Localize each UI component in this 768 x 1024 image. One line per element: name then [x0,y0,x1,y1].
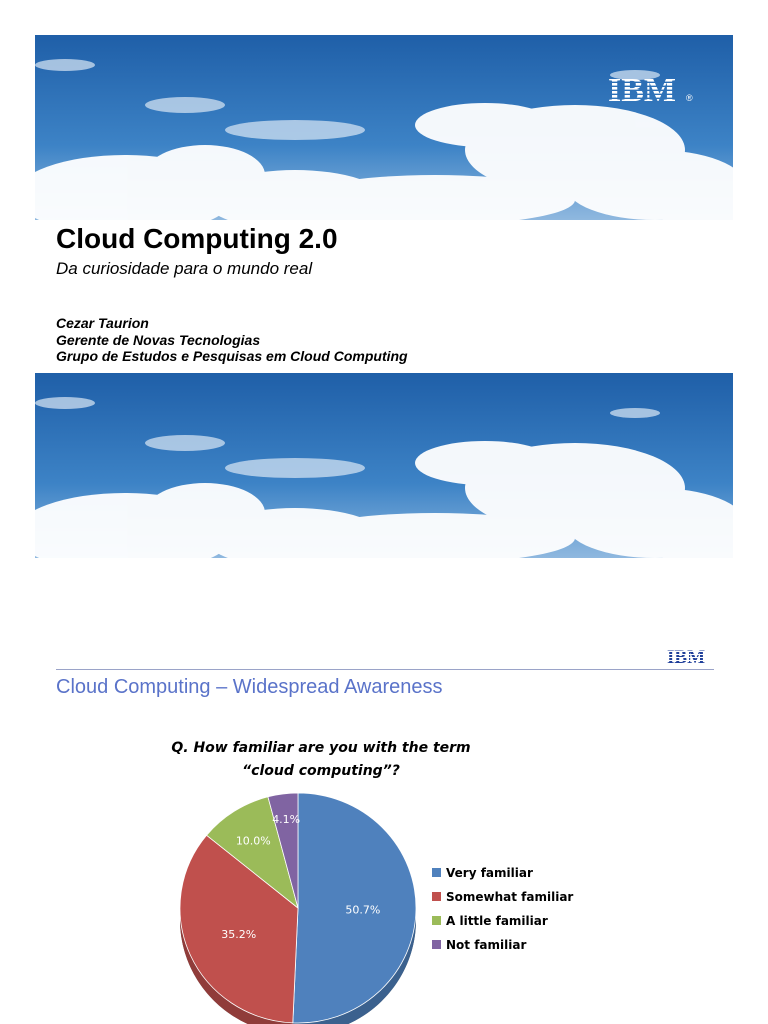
chart-title-line-1: Q. How familiar are you with the term [171,740,471,756]
header-divider [56,669,714,670]
author-group: Grupo de Estudos e Pesquisas em Cloud Computing [56,348,408,364]
pie-chart-svg [150,730,710,1024]
pie-data-label: 50.7% [345,903,381,917]
ibm-logo-small [667,646,715,666]
ibm-logo-text: IBM [608,72,676,107]
slide2-title: Cloud Computing – Widespread Awareness [56,676,443,698]
legend-label: A little familiar [446,914,548,928]
sky-clouds-image [35,373,733,558]
ibm-logo [608,71,698,107]
legend-label: Somewhat familiar [446,890,574,904]
legend-label: Not familiar [446,938,527,952]
legend-label: Very familiar [446,866,533,880]
author-name: Cezar Taurion [56,315,149,331]
legend-swatch [432,940,441,949]
pie-slices [180,793,416,1024]
chart-legend [432,866,573,952]
pie-chart [150,730,710,1024]
legend-swatch [432,892,441,901]
ibm-logo-small-text: IBM [667,647,705,666]
svg-text:®: ® [686,93,693,103]
sky-banner-bottom [35,373,733,558]
legend-swatch [432,868,441,877]
author-role: Gerente de Novas Tecnologias [56,332,261,348]
sky-clouds-image [35,35,733,220]
slide-subtitle: Da curiosidade para o mundo real [56,259,313,278]
chart-title-line-2: “cloud computing”? [242,763,400,779]
pie-data-label: 4.1% [272,813,301,827]
sky-banner-top [35,35,733,220]
pie-data-label: 10.0% [235,834,271,848]
legend-swatch [432,916,441,925]
slide-title: Cloud Computing 2.0 [56,223,338,254]
pie-data-label: 35.2% [221,927,257,941]
